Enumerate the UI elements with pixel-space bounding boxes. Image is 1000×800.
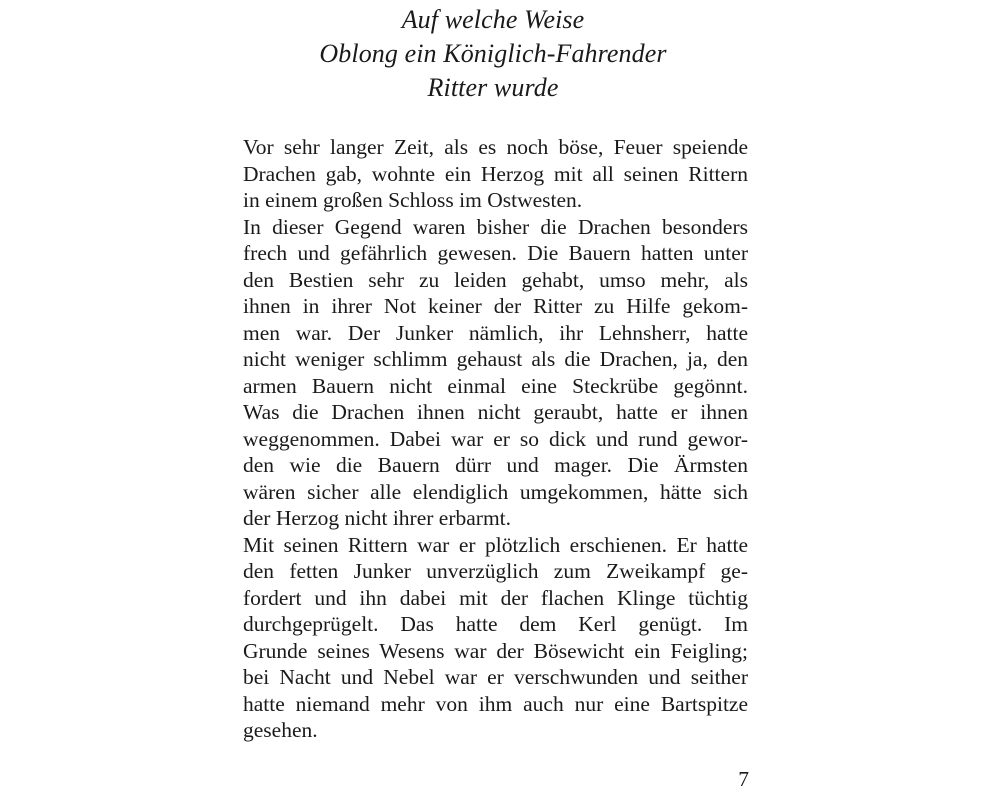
text-line: durchgeprügelt. Das hatte dem Kerl genügt. Im xyxy=(243,612,748,636)
body-text xyxy=(243,134,748,744)
text-line: Mit seinen Rittern war er plötzlich erschienen. Er hatte xyxy=(243,532,748,557)
text-line: frech und gefährlich gewesen. Die Bauern hatten unter xyxy=(243,241,748,265)
text-line: ihnen in ihrer Not keiner der Ritter zu Hilfe gekom- xyxy=(243,294,748,318)
text-line: Grunde seines Wesens war der Bösewicht ein Feigling; xyxy=(243,638,748,663)
text-line: fordert und ihn dabei mit der flachen Klinge tüchtig xyxy=(243,585,748,610)
page-number: 7 xyxy=(738,767,749,791)
text-line: der Herzog nicht ihrer erbarmt. xyxy=(243,506,512,530)
text-line: den wie die Bauern dürr und mager. Die Ärmsten xyxy=(243,453,748,477)
text-line: den Bestien sehr zu leiden gehabt, umso mehr, als xyxy=(243,267,748,292)
text-line: hatte niemand mehr von ihm auch nur eine Bartspitze xyxy=(243,691,748,716)
text-line: Was die Drachen ihnen nicht geraubt, hatte er ihnen xyxy=(243,400,748,424)
text-line: bei Nacht und Nebel war er verschwunden und seither xyxy=(243,665,748,689)
text-line: Drachen gab, wohnte ein Herzog mit all seinen Rittern xyxy=(243,161,748,186)
text-line: wären sicher alle elendiglich umgekommen, hätte sich xyxy=(243,479,748,504)
text-line: gesehen. xyxy=(243,718,318,742)
text-line: armen Bauern nicht einmal eine Steckrübe gegönnt. xyxy=(243,373,748,398)
text-line: Vor sehr langer Zeit, als es noch böse, Feuer speiende xyxy=(243,135,748,159)
chapter-title-line-1: Auf welche Weise xyxy=(401,5,585,34)
text-line: In dieser Gegend waren bisher die Drachen besonders xyxy=(243,214,748,239)
text-line: men war. Der Junker nämlich, ihr Lehnsherr, hatte xyxy=(243,320,748,345)
text-line: nicht weniger schlimm gehaust als die Drachen, ja, den xyxy=(243,347,748,371)
chapter-title xyxy=(243,3,743,105)
chapter-title-line-2: Oblong ein Königlich-Fahrender xyxy=(319,39,667,68)
text-line: in einem großen Schloss im Ostwesten. xyxy=(243,188,583,212)
text-line: weggenommen. Dabei war er so dick und rund gewor- xyxy=(243,426,748,451)
chapter-title-line-3: Ritter wurde xyxy=(427,73,559,102)
text-line: den fetten Junker unverzüglich zum Zweikampf ge- xyxy=(243,559,748,583)
